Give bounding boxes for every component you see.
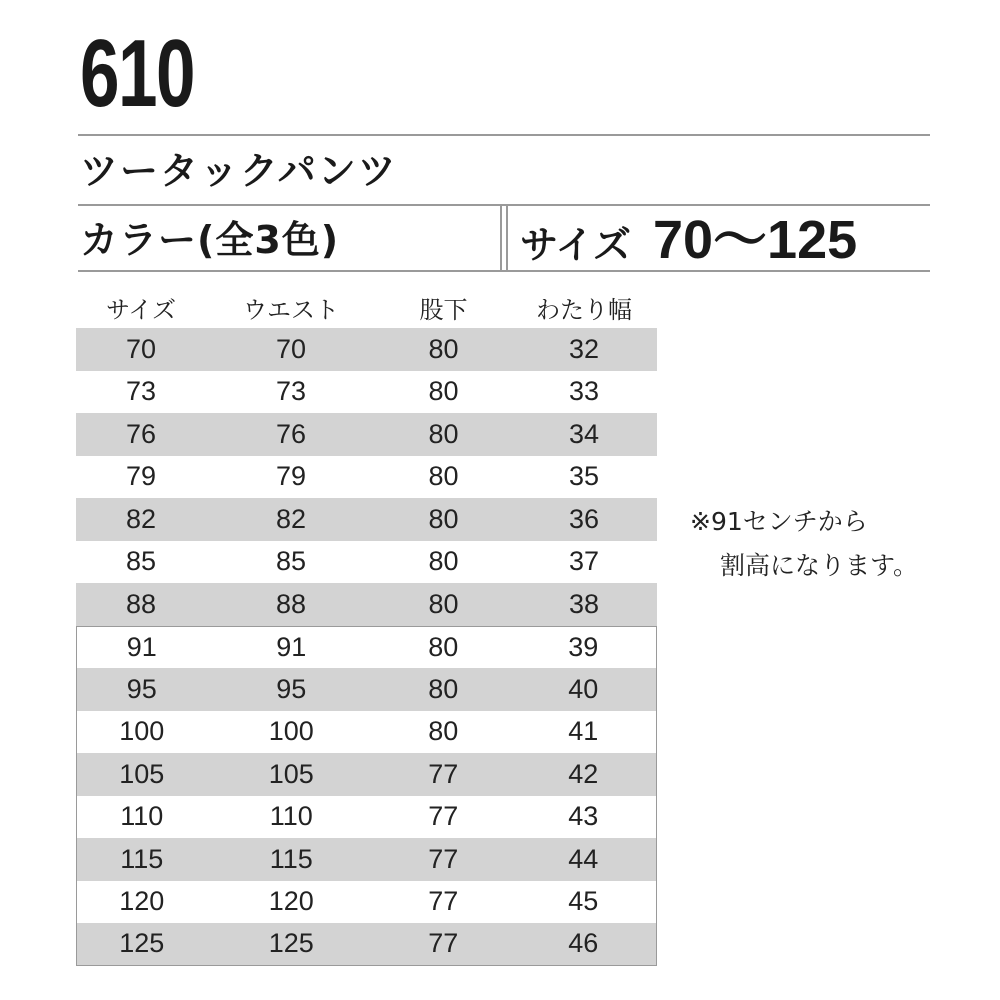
size-cell: 73 (125, 376, 157, 407)
waist-cell: 82 (275, 503, 307, 534)
inseam-cell: 80 (428, 588, 459, 619)
size-cell: 70 (125, 333, 157, 364)
table-row (76, 328, 657, 371)
size-cell: 120 (119, 886, 165, 917)
size-info (520, 210, 857, 270)
waist-cell: 120 (268, 886, 314, 917)
table-row (76, 668, 657, 711)
inseam-cell: 77 (428, 843, 459, 874)
divider-line (78, 270, 930, 272)
thigh-width-cell: 42 (568, 758, 599, 789)
inseam-cell: 80 (428, 631, 459, 662)
inseam-cell: 80 (428, 333, 459, 364)
table-row (76, 541, 657, 584)
column-header-thigh-width: わたり幅 (536, 295, 632, 324)
inseam-cell: 77 (428, 886, 459, 917)
thigh-width-cell: 32 (568, 333, 600, 364)
waist-cell: 73 (275, 376, 307, 407)
model-number: 610 (80, 20, 195, 127)
inseam-cell: 77 (428, 801, 459, 832)
inseam-cell: 80 (428, 546, 459, 577)
inseam-cell: 77 (428, 928, 459, 959)
waist-cell: 88 (275, 588, 307, 619)
inseam-cell: 80 (428, 673, 459, 704)
note-line-2: 割高になります。 (720, 551, 919, 580)
size-cell: 76 (125, 418, 157, 449)
waist-cell: 115 (269, 843, 313, 874)
table-row (76, 456, 657, 499)
size-cell: 95 (126, 673, 157, 704)
thigh-width-cell: 43 (568, 801, 599, 832)
waist-cell: 125 (268, 928, 314, 959)
size-cell: 100 (119, 716, 165, 747)
waist-cell: 100 (268, 716, 314, 747)
size-cell: 105 (119, 758, 165, 789)
size-cell: 115 (120, 843, 164, 874)
table-row (76, 923, 657, 966)
size-cell: 88 (125, 588, 157, 619)
thigh-width-cell: 39 (568, 631, 599, 662)
product-name: ツータックパンツ (80, 149, 398, 193)
inseam-cell: 80 (428, 418, 459, 449)
size-cell: 85 (125, 546, 157, 577)
waist-cell: 110 (269, 801, 313, 832)
waist-cell: 76 (275, 418, 307, 449)
waist-cell: 70 (275, 333, 307, 364)
table-row (76, 796, 657, 839)
size-cell: 125 (119, 928, 165, 959)
waist-cell: 105 (268, 758, 314, 789)
color-info: カラー(全3色) (80, 218, 340, 262)
inseam-cell: 80 (428, 716, 459, 747)
thigh-width-cell: 33 (568, 376, 600, 407)
thigh-width-cell: 46 (568, 928, 599, 959)
inseam-cell: 80 (428, 376, 459, 407)
thigh-width-cell: 36 (568, 503, 600, 534)
column-header-waist: ウエスト (243, 295, 339, 324)
waist-cell: 85 (275, 546, 307, 577)
column-header-inseam: 股下 (419, 295, 468, 324)
table-row (76, 583, 657, 626)
note-line-1: ※91センチから (690, 507, 868, 536)
table-row (76, 498, 657, 541)
size-cell: 91 (126, 631, 157, 662)
size-cell: 79 (125, 461, 157, 492)
inseam-cell: 80 (428, 461, 459, 492)
thigh-width-cell: 37 (568, 546, 600, 577)
thigh-width-cell: 44 (568, 843, 599, 874)
waist-cell: 79 (275, 461, 307, 492)
size-cell: 82 (125, 503, 157, 534)
divider-line (78, 134, 930, 136)
thigh-width-cell: 38 (568, 588, 600, 619)
inseam-cell: 80 (428, 503, 459, 534)
table-row (76, 753, 657, 796)
size-cell: 110 (120, 801, 164, 832)
thigh-width-cell: 40 (568, 673, 599, 704)
table-row (76, 838, 657, 881)
table-row (76, 413, 657, 456)
column-header-size: サイズ (105, 295, 177, 324)
thigh-width-cell: 35 (568, 461, 600, 492)
table-body (76, 328, 657, 966)
inseam-cell: 77 (428, 758, 459, 789)
table-row (76, 711, 657, 754)
table-header (76, 286, 657, 328)
size-range: 70〜125 (652, 210, 858, 270)
thigh-width-cell: 45 (568, 886, 599, 917)
waist-cell: 91 (276, 631, 307, 662)
table-row (76, 881, 657, 924)
table-row (76, 371, 657, 414)
thigh-width-cell: 41 (568, 716, 599, 747)
waist-cell: 95 (276, 673, 307, 704)
size-table (76, 286, 657, 966)
thigh-width-cell: 34 (568, 418, 600, 449)
size-label: サイズ (520, 223, 631, 267)
price-note (690, 500, 918, 588)
vertical-divider (500, 204, 508, 270)
table-row (76, 626, 657, 669)
